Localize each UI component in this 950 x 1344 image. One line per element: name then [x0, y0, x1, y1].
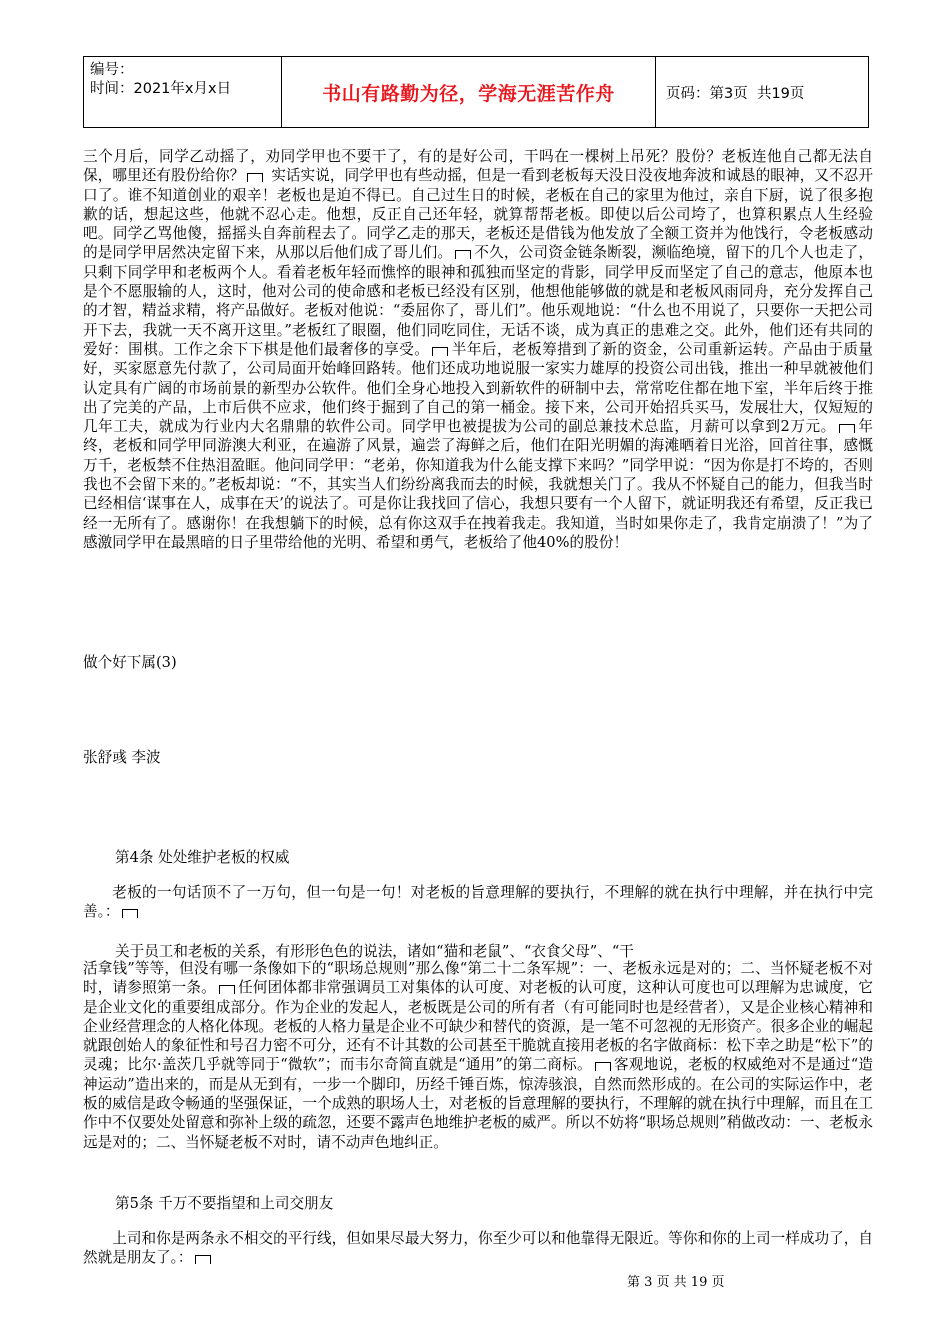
story-part-1: 三个月后，同学乙动摇了，劝同学甲也不要干了，有的是好公司，干吗在一棵树上吊死？股份？老板连他自己都无法自保，哪里还有股份给你？	[83, 148, 873, 185]
rule4-title: 第4条 处处维护老板的权威	[115, 849, 290, 866]
rule4-paragraph-2	[83, 959, 873, 1152]
paragraph-mark-icon	[219, 985, 235, 994]
story-paragraph	[83, 147, 873, 552]
rule4-paragraph-2-first-line: 关于员工和老板的关系，有形形色色的说法，诸如“猫和老鼠”、“衣食父母”、“干	[115, 943, 634, 960]
rule4-para1-text: 老板的一句话顶不了一万句，但一句是一句！对老板的旨意理解的要执行，不理解的就在执行中理解，并在执行中完善。：	[83, 884, 873, 921]
header-page-code	[656, 57, 868, 127]
page-header	[83, 56, 869, 128]
time-label: 时间：2021年x月x日	[90, 81, 232, 97]
rule4-paragraph-1	[83, 883, 873, 922]
header-motto: 书山有路勤为径，学海无涯苦作舟	[282, 57, 656, 127]
paragraph-mark-icon	[455, 250, 471, 259]
rule5-title: 第5条 千万不要指望和上司交朋友	[115, 1195, 334, 1212]
story-part-3: 不久，公司资金链条断裂，濒临绝境，留下的几个人也走了，只剩下同学甲和老板两个人。看着老板年轻而憔悴的眼神和孤独而坚定的背影，同学甲反而坚定了自己的意志，他原本也是个不愿服输的人，这时，他对公司的使命感和老板已经没有区别，他想他能够做的就是和老板风雨同舟，充分发挥自己的才智，精益求精，将产品做好。老板对他说：“委屈你了，哥儿们”。他乐观地说：“什么也不用说了，只要你一天把公司开下去，我就一天不离开这里。”老板红了眼圈，他们同吃同住，无话不谈，成为真正的患难之交。此外，他们还有共同的爱好：围棋。工作之余下下棋是他们最奢侈的享受。	[83, 244, 873, 358]
rule5-para1-text: 上司和你是两条永不相交的平行线，但如果尽最大努力，你至少可以和他靠得无限近。等你和你的上司一样成功了，自然就是朋友了。：	[83, 1230, 873, 1267]
paragraph-mark-icon	[595, 1062, 611, 1071]
header-meta	[84, 57, 282, 127]
paragraph-mark-icon	[247, 173, 263, 182]
story-part-4: 半年后，老板筹措到了新的资金，公司重新运转。产品由于质量好，买家愿意先付款了，公司局面开始峰回路转。他们还成功地说服一家实力雄厚的投资公司出钱，推出一种早就被他们认定具有广阔的市场前景的新型办公软件。他们全身心地投入到新软件的研制中去，常常吃住都在地下室，半年后终于推出了完美的产品，上市后供不应求，他们终于掘到了自己的第一桶金。接下来，公司开始招兵买马，发展壮大，仅短短的几年工夫，就成为行业内大名鼎鼎的软件公司。同学甲也被提拔为公司的副总兼技术总监，月薪可以拿到2万元。	[83, 340, 874, 436]
story-part-2: 实话实说，同学甲也有些动摇，但是一看到老板每天没日没夜地奔波和诚恳的眼神，又不忍开口了。谁不知道创业的艰辛！老板也是迫不得已。自己过生日的时候，老板在自己的家里为他过，亲自下厨，说了很多抱歉的话，想起这些，他就不忍心走。他想，反正自己还年轻，就算帮帮老板。即使以后公司垮了，也算积累点人生经验吧。同学乙骂他傻，摇摇头自奔前程去了。同学乙走的那天，老板还是借钱为他发放了全额工资并为他饯行，令老板感动的是同学甲居然决定留下来，从那以后他们成了哥儿们。	[83, 167, 873, 262]
rule5-paragraph-1	[83, 1229, 873, 1268]
authors: 张舒彧 李波	[83, 749, 161, 766]
paragraph-mark-icon	[432, 347, 448, 356]
page-code: 页码：第3页 共19页	[666, 85, 805, 102]
rule4-para2-a: 活拿钱”等等，但没有哪一条像如下的“职场总规则”那么像“第二十二条军规”：一、老板永远是对的；二、当怀疑老板不对时，请参照第一条。	[83, 960, 873, 997]
story-part-5: 年终，老板和同学甲同游澳大利亚，在遍游了风景，遍尝了海鲜之后，他们在阳光明媚的海滩晒着日光浴，回首往事，感慨万千，老板禁不住热泪盈眶。他问同学甲：“老弟，你知道我为什么能支撑下来吗？”同学甲说：“因为你是打不垮的，否则我也不会留下来的。”老板却说：“不，其实当人们纷纷离我而去的时候，我就想关门了。我从不怀疑自己的能力，但我当时已经相信‘谋事在人，成事在天’的说法了。可是你让我找回了信心，我想只要有一个人留下，就证明我还有希望，反正我已经一无所有了。感谢你！在我想躺下的时候，总有你这双手在拽着我走。我知道，当时如果你走了，我肯定崩溃了！”为了感激同学甲在最黑暗的日子里带给他的光明、希望和勇气，老板给了他40%的股份！	[83, 418, 873, 551]
paragraph-mark-icon	[195, 1255, 211, 1264]
page-footer: 第 3 页 共 19 页	[627, 1275, 725, 1290]
paragraph-mark-icon	[839, 424, 855, 433]
paragraph-mark-icon	[122, 909, 138, 918]
serial-label: 编号：	[90, 62, 134, 78]
rule4-para2-b: 任何团体都非常强调员工对集体的认可度、对老板的认可度，这种认可度也可以理解为忠诚度，它是企业文化的重要组成部分。作为企业的发起人，老板既是公司的所有者（有可能同时也是经营者），又是企业核心精神和企业经营理念的人格化体现。老板的人格力量是企业不可缺少和替代的资源，是一笔不可忽视的无形资产。很多企业的崛起就跟创始人的象征性和号召力密不可分，还有不计其数的公司甚至干脆就直接用老板的名字做商标：松下幸之助是“松下”的灵魂；比尔·盖茨几乎就等同于“微软”；而韦尔奇简直就是“通用”的第二商标。	[83, 979, 873, 1074]
rule4-para2-c: 客观地说，老板的权威绝对不是通过“造神运动”造出来的，而是从无到有，一步一个脚印，历经千锤百炼，惊涛骇浪，自然而然形成的。在公司的实际运作中，老板的威信是政令畅通的坚强保证，一个成熟的职场人士，对老板的旨意理解的要执行，不理解的就在执行中理解，而且在工作中不仅要处处留意和弥补上级的疏忽，还要不露声色地维护老板的威严。所以不妨将“职场总规则”稍做改动：一、老板永远是对的；二、当怀疑老板不对时，请不动声色地纠正。	[83, 1056, 873, 1151]
section-title: 做个好下属(3)	[83, 654, 177, 671]
